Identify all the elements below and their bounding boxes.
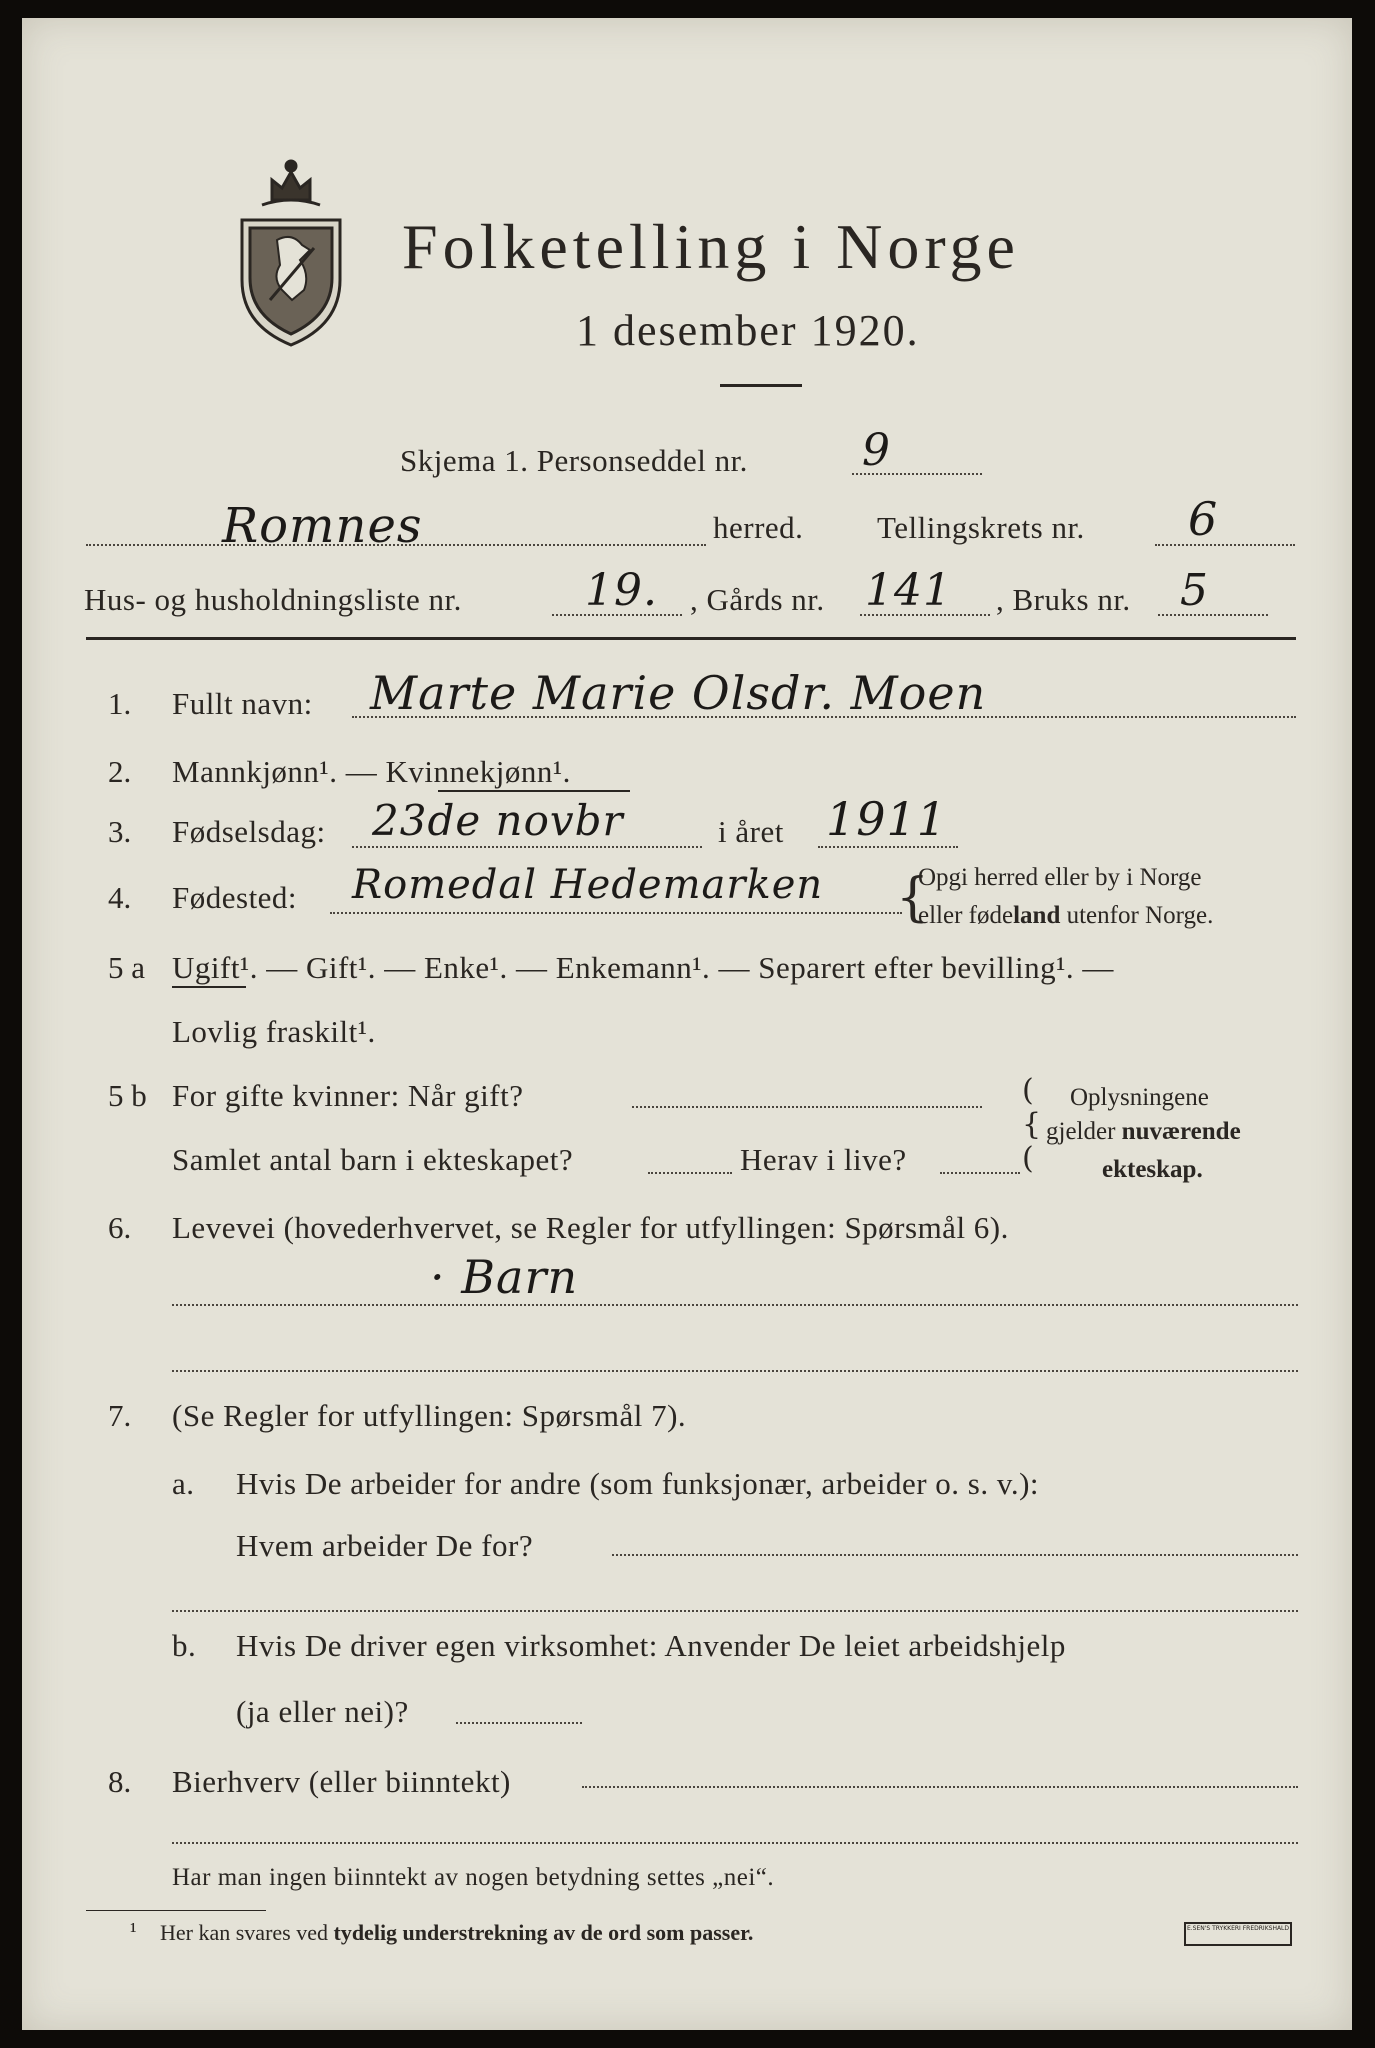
q7b-line2: (ja eller nei)? xyxy=(236,1694,409,1729)
hus-value: 19. xyxy=(585,565,658,616)
q8-number: 8. xyxy=(108,1764,132,1799)
bruks-label: , Bruks nr. xyxy=(996,582,1131,617)
children-label: Samlet antal barn i ekteskapet? xyxy=(172,1142,574,1177)
gender-options: Mannkjønn¹. — Kvinnekjønn¹. xyxy=(172,754,571,789)
birth-year-field[interactable] xyxy=(818,846,958,848)
census-date: 1 desember 1920. xyxy=(576,306,920,355)
q7-label: (Se Regler for utfyllingen: Spørsmål 7). xyxy=(172,1398,687,1433)
gards-label: , Gårds nr. xyxy=(690,582,825,617)
coat-of-arms-icon xyxy=(232,150,350,350)
birthplace-note-1: Opgi herred eller by i Norge xyxy=(918,864,1202,891)
side-income-field[interactable] xyxy=(582,1786,1298,1788)
income-note: Har man ingen biinntekt av nogen betydning settes „nei“. xyxy=(172,1864,775,1891)
year-label: i året xyxy=(718,814,784,849)
marital-options-2: Lovlig fraskilt¹. xyxy=(172,1014,376,1049)
tellingskrets-value: 6 xyxy=(1188,492,1219,546)
side-income-label: Bierhverv (eller biinntekt) xyxy=(172,1764,511,1799)
married-when-label: For gifte kvinner: Når gift? xyxy=(172,1078,524,1113)
birthday-value: 23de novbr xyxy=(372,796,624,845)
birthday-field[interactable] xyxy=(352,846,702,848)
married-when-field[interactable] xyxy=(632,1106,982,1108)
employer-field-2[interactable] xyxy=(172,1610,1298,1612)
employer-field[interactable] xyxy=(612,1554,1298,1556)
side-income-field-2[interactable] xyxy=(172,1842,1298,1844)
marital-options: Ugift¹. — Gift¹. — Enke¹. — Enkemann¹. — Separert efter bevilling¹. — xyxy=(172,950,1114,985)
footnote-text: Her kan svares ved tydelig understrekning av de ord som passer. xyxy=(160,1920,754,1945)
printer-stamp: E.SEN'S TRYKKERI FREDRIKSHALD xyxy=(1184,1922,1292,1946)
q7b-line1: Hvis De driver egen virksomhet: Anvender De leiet arbeidshjelp xyxy=(236,1628,1066,1663)
gards-value: 141 xyxy=(865,565,952,616)
birthplace-field[interactable] xyxy=(330,912,902,914)
footnote-mark: ¹ xyxy=(130,1918,137,1943)
alive-label: Herav i live? xyxy=(740,1142,907,1177)
marriage-note-3: ekteskap. xyxy=(1102,1156,1203,1183)
q7-number: 7. xyxy=(108,1398,132,1433)
q5b-number: 5 b xyxy=(108,1078,147,1113)
alive-field[interactable] xyxy=(940,1172,1020,1174)
footnote-rule xyxy=(86,1910,266,1911)
note-brace: { xyxy=(896,868,930,928)
q7a-line1: Hvis De arbeider for andre (som funksjonær, arbeider o. s. v.): xyxy=(236,1466,1040,1501)
personseddel-value: 9 xyxy=(862,425,891,476)
q7a-letter: a. xyxy=(172,1466,195,1501)
bruks-field[interactable] xyxy=(1158,614,1268,616)
marriage-note-1: Oplysningene xyxy=(1070,1084,1209,1111)
marital-underline xyxy=(172,986,246,988)
hired-help-field[interactable] xyxy=(456,1722,582,1724)
hus-label: Hus- og husholdningsliste nr. xyxy=(84,582,462,617)
occupation-label: Levevei (hovederhvervet, se Regler for utfyllingen: Spørsmål 6). xyxy=(172,1210,1009,1245)
q7b-letter: b. xyxy=(172,1628,197,1663)
q7a-line2: Hvem arbeider De for? xyxy=(236,1528,534,1563)
q2-number: 2. xyxy=(108,754,132,789)
occupation-value: · Barn xyxy=(430,1250,579,1304)
marriage-note-2: gjelder nuværende xyxy=(1046,1118,1241,1145)
q1-number: 1. xyxy=(108,686,132,721)
birthplace-note-2: eller fødeland utenfor Norge. xyxy=(918,902,1214,929)
bruks-value: 5 xyxy=(1180,565,1209,616)
gender-underline xyxy=(438,790,630,792)
children-field[interactable] xyxy=(648,1172,732,1174)
q3-label: Fødselsdag: xyxy=(172,814,326,849)
q5a-number: 5 a xyxy=(108,950,146,985)
form-title: Folketelling i Norge xyxy=(402,211,1020,282)
header-rule xyxy=(86,637,1296,640)
q4-label: Fødested: xyxy=(172,880,298,915)
herred-value: Romnes xyxy=(222,498,423,554)
q4-number: 4. xyxy=(108,880,132,915)
q3-number: 3. xyxy=(108,814,132,849)
occupation-field-2[interactable] xyxy=(172,1370,1298,1372)
tellingskrets-field[interactable] xyxy=(1155,544,1295,546)
q1-label: Fullt navn: xyxy=(172,686,313,721)
marriage-brace: ( { ( xyxy=(1022,1073,1042,1176)
herred-label: herred. xyxy=(713,510,804,545)
q6-number: 6. xyxy=(108,1210,132,1245)
occupation-field-1[interactable] xyxy=(172,1304,1298,1306)
title-divider xyxy=(720,384,802,387)
schema-label: Skjema 1. Personseddel nr. xyxy=(400,443,748,478)
full-name-value: Marte Marie Olsdr. Moen xyxy=(370,666,987,720)
tellingskrets-label: Tellingskrets nr. xyxy=(877,510,1085,545)
birthplace-value: Romedal Hedemarken xyxy=(352,862,824,908)
birth-year-value: 1911 xyxy=(826,792,948,846)
